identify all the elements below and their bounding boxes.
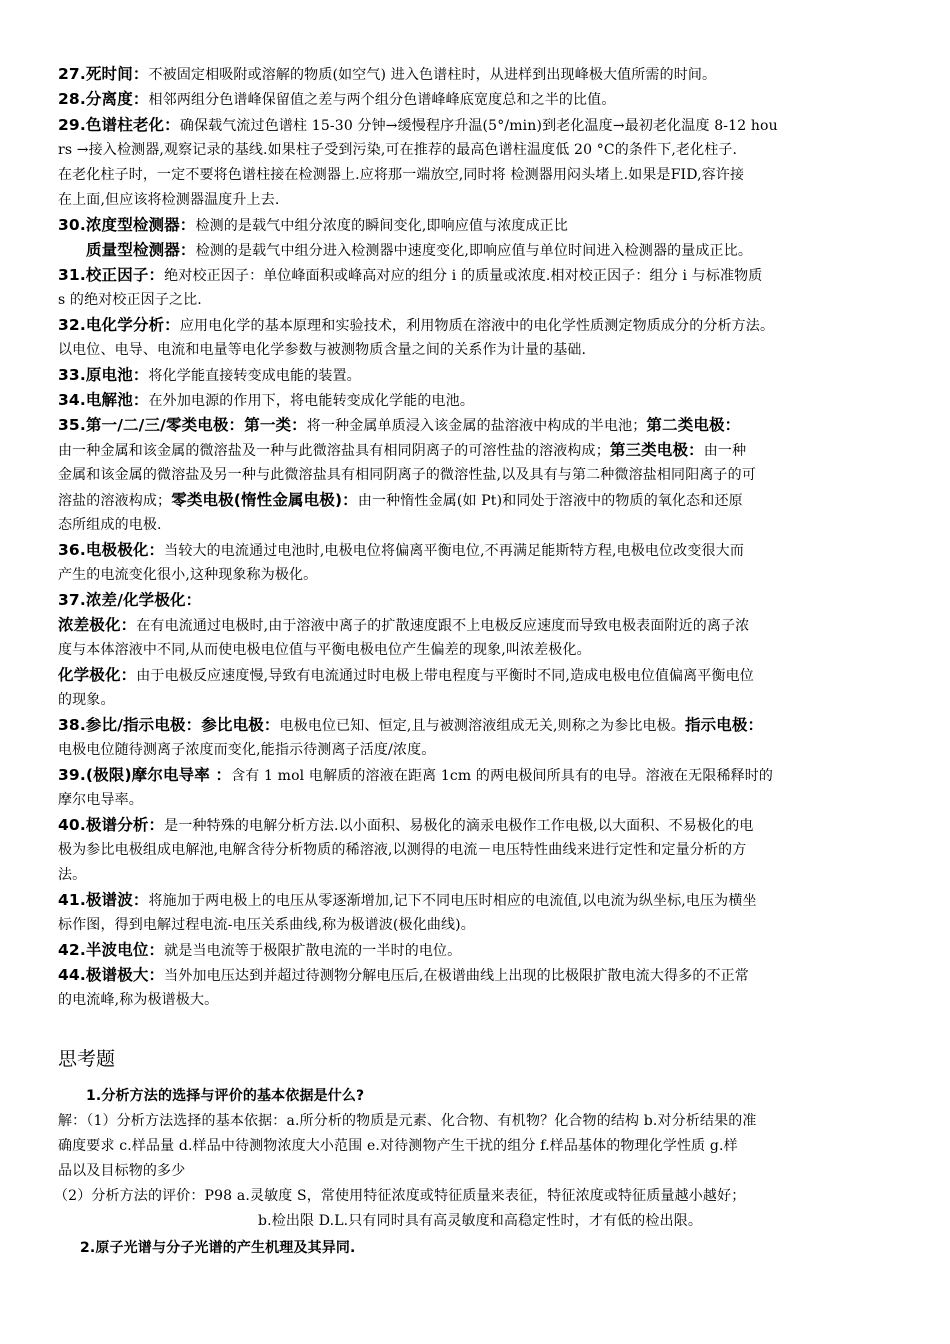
- item-42: 42.半波电位：就是当电流等于极限扩散电流的一半时的电位。: [58, 941, 462, 959]
- term-30-mass: 质量型检测器：: [86, 241, 196, 259]
- item-37: [58, 588, 898, 613]
- term-39: 39.(极限)摩尔电导率 ：: [58, 766, 232, 784]
- term-37-chem: 化学极化：: [58, 666, 137, 684]
- item-40-line3: 法。: [58, 867, 87, 883]
- term-36: 36.电极极化：: [58, 541, 165, 559]
- term-44: 44.极谱极大：: [58, 966, 165, 984]
- item-36: 36.电极极化：当较大的电流通过电池时,电极电位将偏离平衡电位,不再满足能斯特方程,电极电位改变很大而: [58, 541, 744, 559]
- term-38-indicator: 指示电极：: [684, 716, 764, 734]
- item-34: 34.电解池：在外加电源的作用下，将电能转变成化学能的电池。: [58, 391, 474, 409]
- item-32-line2: 以电位、电导、电流和电量等电化学参数与被测物质含量之间的关系作为计量的基础.: [58, 342, 587, 358]
- item-27: 27.死时间：不被固定相吸附或溶解的物质(如空气) 进入色谱柱时，从进样到出现峰极大值所需的时间。: [58, 65, 717, 83]
- term-37: 37.浓差/化学极化：: [58, 591, 202, 609]
- term-29: 29.色谱柱老化：: [58, 116, 180, 134]
- item-36-line2: 产生的电流变化很小,这种现象称为极化。: [58, 567, 318, 583]
- term-32: 32.电化学分析：: [58, 316, 180, 334]
- term-33: 33.原电池：: [58, 366, 149, 384]
- item-30-mass: 质量型检测器：检测的是载气中组分进入检测器中速度变化,即响应值与单位时间进入检测器的量成正比。: [86, 241, 753, 259]
- term-31: 31.校正因子：: [58, 266, 165, 284]
- item-41-line2: 标作图，得到电解过程电流-电压关系曲线,称为极谱波(极化曲线)。: [58, 917, 475, 933]
- question-1-answer-line2: 确度要求 c.样品量 d.样品中待测物浓度大小范围 e.对待测物产生干扰的组分 f.样品基体的物理化学性质 g.样: [58, 1138, 738, 1154]
- item-30: 30.浓度型检测器：检测的是载气中组分浓度的瞬间变化,即响应值与浓度成正比: [58, 216, 568, 234]
- item-35-line2: 由一种金属和该金属的微溶盐及一种与此微溶盐具有相同阴离子的可溶性盐的溶液构成；第三类电极：由一种: [58, 441, 747, 459]
- item-38-line2: 电极电位随待测离子浓度而变化,能指示待测离子活度/浓度。: [58, 742, 436, 758]
- item-35-line5: 态所组成的电极.: [58, 517, 162, 533]
- term-41: 41.极谱波：: [58, 891, 149, 909]
- question-1-answer-line3: 品以及目标物的多少: [58, 1163, 186, 1179]
- item-31: 31.校正因子：绝对校正因子：单位峰面积或峰高对应的组分 i 的质量或浓度.相对校正因子：组分 i 与标准物质: [58, 266, 763, 284]
- question-1-answer-line5: b.检出限 D.L.只有同时具有高灵敏度和高稳定性时，才有低的检出限。: [258, 1213, 703, 1229]
- term-28: 28.分离度：: [58, 90, 149, 108]
- question-1-answer-line4: （2）分析方法的评价：P98 a.灵敏度 S，常使用特征浓度或特征质量来表征，特征浓度或特征质量越小越好；: [54, 1188, 746, 1204]
- term-35-second: 第二类电极：: [646, 416, 741, 434]
- item-35-line4: 溶盐的溶液构成；零类电极(惰性金属电极)：由一种惰性金属(如 Pt)和同处于溶液中的物质的氧化态和还原: [58, 491, 743, 509]
- term-40: 40.极谱分析：: [58, 816, 165, 834]
- question-1-title: 1.分析方法的选择与评价的基本依据是什么?: [86, 1088, 365, 1104]
- term-42: 42.半波电位：: [58, 941, 165, 959]
- item-39-line2: 摩尔电导率。: [58, 792, 143, 808]
- item-33: 33.原电池：将化学能直接转变成电能的装置。: [58, 366, 361, 384]
- item-29-line2: rs →接入检测器,观察记录的基线.如果柱子受到污染,可在推荐的最高色谱柱温度低 20 °C的条件下,老化柱子.: [58, 142, 738, 158]
- term-27: 27.死时间：: [58, 65, 149, 83]
- item-31-line2: s 的绝对校正因子之比.: [58, 292, 202, 308]
- question-1-answer-line1: 解：（1）分析方法选择的基本依据：a.所分析的物质是元素、化合物、有机物？化合物的结构 b.对分析结果的准: [58, 1113, 757, 1129]
- term-38: 38.参比/指示电极：参比电极：: [58, 716, 280, 734]
- item-37-conc: 浓差极化：在有电流通过电极时,由于溶液中离子的扩散速度跟不上电极反应速度而导致电极表面附近的离子浓: [58, 616, 750, 634]
- item-40-line2: 极为参比电极组成电解池,电解含待分析物质的稀溶液,以测得的电流－电压特性曲线来进行定性和定量分析的方: [58, 842, 747, 858]
- item-29-line3: 在老化柱子时，一定不要将色谱柱接在检测器上.应将那一端放空,同时将 检测器用闷头堵上.如果是FID,容许接: [58, 167, 745, 183]
- item-38: 38.参比/指示电极：参比电极：电极电位已知、恒定,且与被测溶液组成无关,则称之为参比电极。指示电极：: [58, 716, 764, 734]
- term-34: 34.电解池：: [58, 391, 149, 409]
- item-44: 44.极谱极大：当外加电压达到并超过待测物分解电压后,在极谱曲线上出现的比极限扩散电流大得多的不正常: [58, 966, 749, 984]
- term-35-zero: 零类电极(惰性金属电极)：: [171, 491, 358, 509]
- term-37-conc: 浓差极化：: [58, 616, 137, 634]
- item-39: 39.(极限)摩尔电导率 ：含有 1 mol 电解质的溶液在距离 1cm 的两电极间所具有的电导。溶液在无限稀释时的: [58, 766, 774, 784]
- term-35: 35.第一/二/三/零类电极：第一类：: [58, 416, 307, 434]
- item-37-chem-line2: 的现象。: [58, 692, 115, 708]
- item-32: 32.电化学分析：应用电化学的基本原理和实验技术，利用物质在溶液中的电化学性质测定物质成分的分析方法。: [58, 316, 775, 334]
- item-37-conc-line2: 度与本体溶液中不同,从而使电极电位值与平衡电极电位产生偏差的现象,叫浓差极化。: [58, 642, 591, 658]
- term-30: 30.浓度型检测器：: [58, 216, 196, 234]
- section-title: 思考题: [58, 1048, 116, 1070]
- item-40: 40.极谱分析：是一种特殊的电解分析方法.以小面积、易极化的滴汞电极作工作电极,以大面积、不易极化的电: [58, 816, 754, 834]
- item-37-chem: 化学极化：由于电极反应速度慢,导致有电流通过时电极上带电程度与平衡时不同,造成电极电位值偏离平衡电位: [58, 666, 754, 684]
- item-35-line3: 金属和该金属的微溶盐及另一种与此微溶盐具有相同阴离子的微溶性盐,以及具有与第二种微溶盐相同阳离子的可: [58, 467, 756, 483]
- term-35-third: 第三类电极：: [609, 441, 704, 459]
- item-29: 29.色谱柱老化：确保载气流过色谱柱 15-30 分钟→缓慢程序升温(5°/min)到老化温度→最初老化温度 8-12 hou: [58, 116, 778, 134]
- item-41: 41.极谱波：将施加于两电极上的电压从零逐渐增加,记下不同电压时相应的电流值,以电流为纵坐标,电压为横坐: [58, 891, 757, 909]
- item-29-line4: 在上面,但应该将检测器温度升上去.: [58, 192, 280, 208]
- question-2-title: 2.原子光谱与分子光谱的产生机理及其异同.: [80, 1240, 356, 1256]
- item-35: 35.第一/二/三/零类电极：第一类：将一种金属单质浸入该金属的盐溶液中构成的半电池；第二类电极：: [58, 416, 741, 434]
- item-28: 28.分离度：相邻两组分色谱峰保留值之差与两个组分色谱峰峰底宽度总和之半的比值。: [58, 90, 616, 108]
- item-44-line2: 的电流峰,称为极谱极大。: [58, 992, 219, 1008]
